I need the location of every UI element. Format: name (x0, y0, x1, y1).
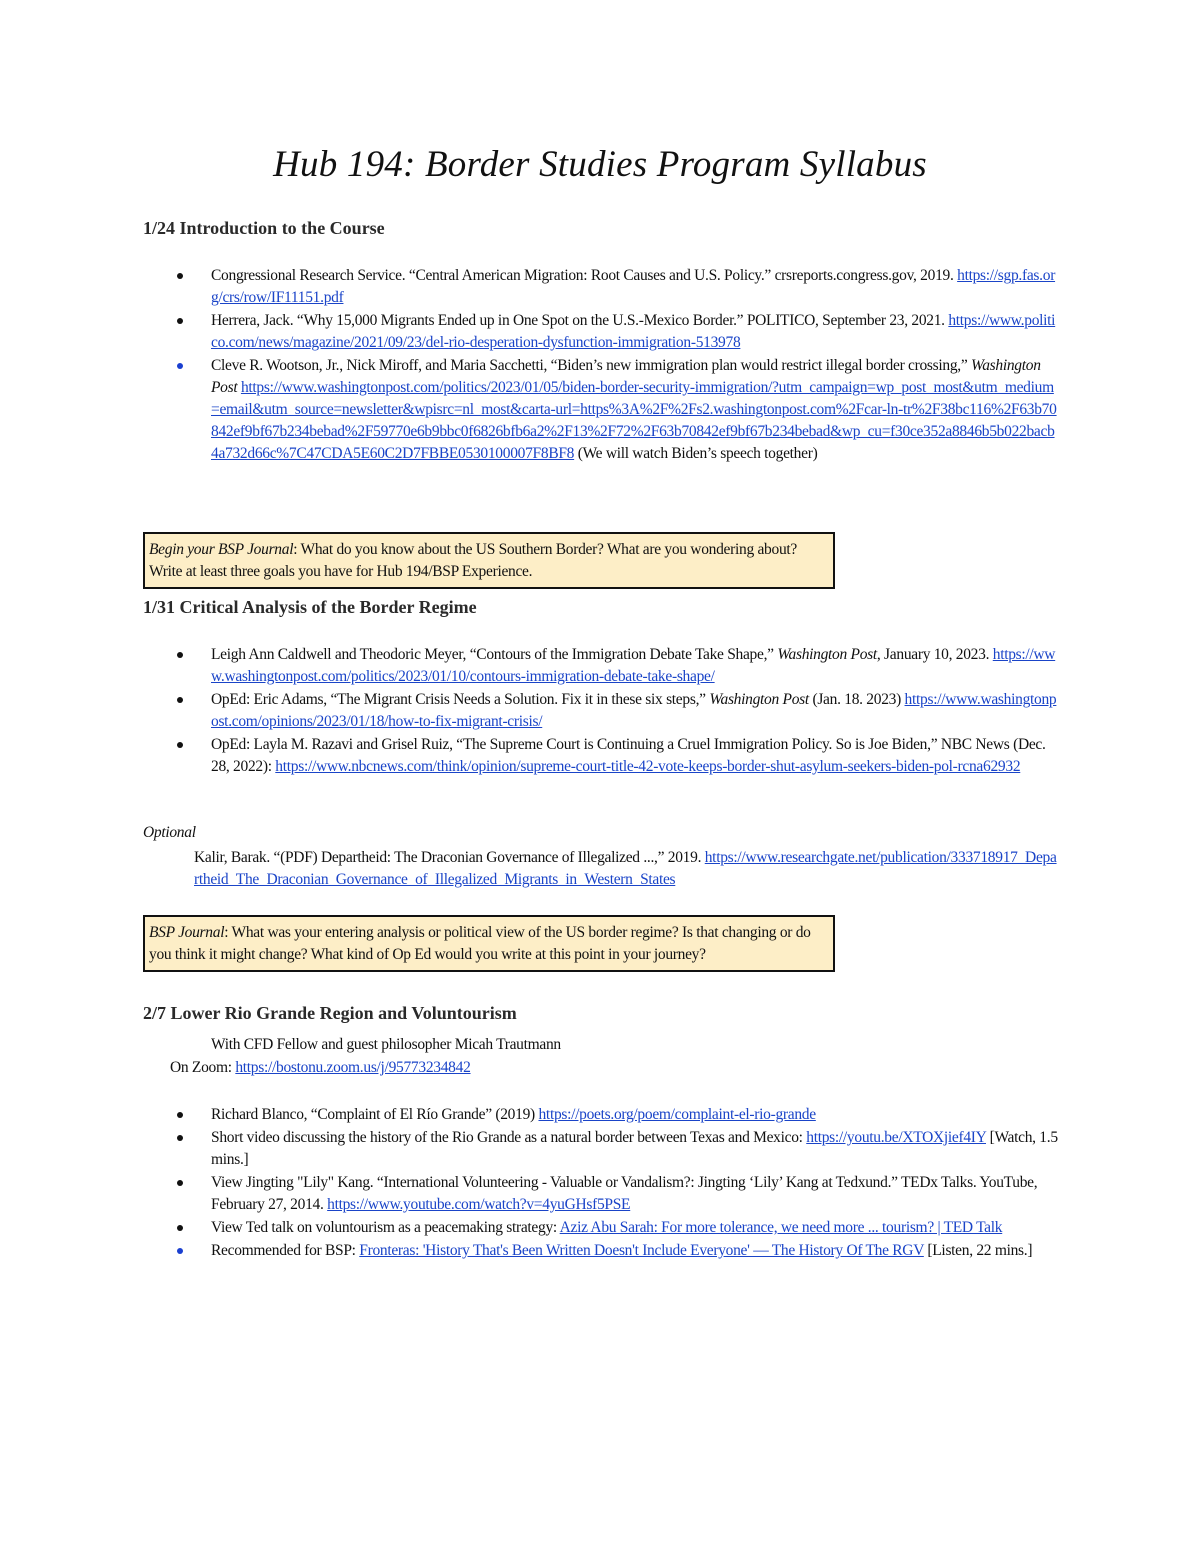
citation-link[interactable]: https://www.researchgate.net/publication/333718917_Departheid_The_Draconian_Governance_of_Illegalized_Migrants_in_Western_States (194, 849, 1057, 888)
list-item (211, 1240, 1061, 1262)
citation-text: Recommended for BSP: (211, 1242, 356, 1259)
page-title: Hub 194: Border Studies Program Syllabus (273, 144, 927, 185)
bullet-icon (177, 1180, 183, 1186)
citation-text: View Ted talk on voluntourism as a peacemaking strategy: (211, 1219, 557, 1236)
citation-note: [Listen, 22 mins.] (927, 1242, 1033, 1259)
bullet-icon (177, 697, 183, 703)
citation-link[interactable]: https://www.politico.com/news/magazine/2021/09/23/del-rio-desperation-dysfunction-immigration-513978 (211, 312, 1056, 351)
zoom-label: On Zoom: (170, 1059, 232, 1076)
citation-text: Short video discussing the history of the Rio Grande as a natural border between Texas and Mexico: (211, 1129, 803, 1146)
citation-text: Kalir, Barak. “(PDF) Departheid: The Draconian Governance of Illegalized ...,” 2019. (194, 849, 702, 866)
citation-text: View Jingting "Lily" Kang. “International Volunteering - Valuable or Vandalism?: Jingting ‘Lily’ Kang at Tedxund.” TEDx Talks. YouTube, February 27, 2014. (211, 1174, 1038, 1213)
journal-prompt-text: : What was your entering analysis or political view of the US border regime? Is that changing or do you think it might change? What kind of Op Ed would you write at this point in your journey? (149, 924, 811, 963)
list-item (211, 689, 1061, 733)
zoom-link[interactable]: https://bostonu.zoom.us/j/95773234842 (235, 1059, 471, 1076)
journal-prompt-box (143, 532, 835, 589)
citation-text: Herrera, Jack. “Why 15,000 Migrants Ended up in One Spot on the U.S.-Mexico Border.” POLITICO, September 23, 2021. (211, 312, 945, 329)
bullet-icon (177, 273, 183, 279)
optional-label: Optional (143, 824, 196, 841)
list-item (211, 734, 1061, 778)
list-item (211, 1172, 1061, 1216)
zoom-line (170, 1057, 471, 1079)
citation-text: Cleve R. Wootson, Jr., Nick Miroff, and Maria Sacchetti, “Biden’s new immigration plan would restrict illegal border crossing,” (211, 357, 968, 374)
citation-note: (We will watch Biden’s speech together) (577, 445, 818, 462)
citation-text: OpEd: Layla M. Razavi and Grisel Ruiz, “The Supreme Court is Continuing a Cruel Immigration Policy. So is Joe Biden,” NBC News (Dec. 28, 2022): (211, 736, 1046, 775)
citation-link[interactable]: https://youtu.be/XTOXjief4IY (806, 1129, 986, 1146)
citation-source: Washington Post (709, 691, 809, 708)
citation-link[interactable]: https://poets.org/poem/complaint-el-rio-grande (538, 1106, 816, 1123)
optional-reading (194, 847, 1060, 891)
citation-link[interactable]: https://www.washingtonpost.com/politics/2023/01/05/biden-border-security-immigration/?utm_campaign=wp_post_most&utm_medium=email&utm_source=newsletter&wpisrc=nl_most&carta-url=https%3A%2F%2Fs2.washingtonpost.com%2Fcar-ln-tr%2F38bc116%2F63b70842ef9bf67b234bebad%2F59770e6b9bbc0f6826bfb6a2%2F13%2F72%2F63b70842ef9bf67b234bebad&wp_cu=f30ce352a8846b5b022bacb4a732d66c%7C47CDA5E60C2D7FBBE0530100007F8BF8 (211, 379, 1057, 462)
citation-link[interactable]: https://www.nbcnews.com/think/opinion/supreme-court-title-42-vote-keeps-border-shut-asylum-seekers-biden-pol-rcna62932 (275, 758, 1021, 775)
bullet-icon (177, 1135, 183, 1141)
citation-text: Congressional Research Service. “Central American Migration: Root Causes and U.S. Policy.” crsreports.congress.gov, 2019. (211, 267, 954, 284)
list-item (211, 1217, 1061, 1239)
bullet-icon (177, 742, 183, 748)
citation-text: OpEd: Eric Adams, “The Migrant Crisis Needs a Solution. Fix it in these six steps,” (211, 691, 706, 708)
journal-prompt-text: : What do you know about the US Southern Border? What are you wondering about? Write at least three goals you have for Hub 194/BSP Experience. (149, 541, 797, 580)
bullet-icon (177, 1112, 183, 1118)
list-item (211, 310, 1061, 354)
citation-text: Richard Blanco, “Complaint of El Río Grande” (2019) (211, 1106, 535, 1123)
citation-text: Leigh Ann Caldwell and Theodoric Meyer, “Contours of the Immigration Debate Take Shape,” (211, 646, 774, 663)
citation-link[interactable]: Aziz Abu Sarah: For more tolerance, we need more ... tourism? | TED Talk (559, 1219, 1003, 1236)
bullet-icon (177, 1248, 183, 1254)
list-item (211, 644, 1061, 688)
list-item (211, 265, 1061, 309)
section-heading-intro: 1/24 Introduction to the Course (143, 218, 385, 238)
reading-list-critical-analysis (211, 644, 1061, 779)
citation-source: Washington Post (777, 646, 877, 663)
journal-prompt-box (143, 915, 835, 972)
citation-link[interactable]: https://www.youtube.com/watch?v=4yuGHsf5PSE (327, 1196, 631, 1213)
session-guest: With CFD Fellow and guest philosopher Micah Trautmann (211, 1036, 561, 1053)
citation-link[interactable]: https://sgp.fas.org/crs/row/IF11151.pdf (211, 267, 1056, 306)
reading-list-intro (211, 265, 1061, 466)
citation-date: , January 10, 2023. (876, 646, 990, 663)
list-item (211, 1127, 1061, 1171)
citation-source: Washington Post (211, 357, 1041, 396)
bullet-icon (177, 1225, 183, 1231)
citation-link[interactable]: https://www.washingtonpost.com/opinions/2023/01/18/how-to-fix-migrant-crisis/ (211, 691, 1057, 730)
section-heading-rio-grande: 2/7 Lower Rio Grande Region and Voluntourism (143, 1003, 517, 1023)
bullet-icon (177, 652, 183, 658)
section-heading-critical-analysis: 1/31 Critical Analysis of the Border Regime (143, 597, 477, 617)
list-item (211, 355, 1061, 465)
journal-prompt-lead: BSP Journal (149, 924, 225, 941)
bullet-icon (177, 363, 183, 369)
reading-list-rio-grande (211, 1104, 1061, 1263)
citation-link[interactable]: https://www.washingtonpost.com/politics/2023/01/10/contours-immigration-debate-take-shape/ (211, 646, 1056, 685)
journal-prompt-lead: Begin your BSP Journal (149, 541, 294, 558)
citation-link[interactable]: Fronteras: 'History That's Been Written Doesn't Include Everyone' — The History Of The RGV (359, 1242, 924, 1259)
citation-date: (Jan. 18. 2023) (812, 691, 901, 708)
citation-note: [Watch, 1.5 mins.] (211, 1129, 1058, 1168)
bullet-icon (177, 318, 183, 324)
list-item (211, 1104, 1061, 1126)
